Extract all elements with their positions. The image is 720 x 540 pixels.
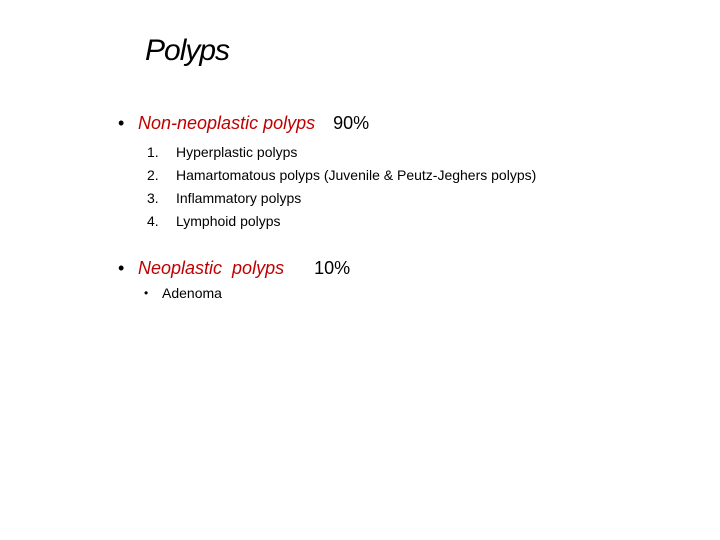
list-number: 4. [147, 212, 159, 229]
non-neoplastic-percent: 90% [333, 113, 370, 133]
non-neoplastic-list [147, 140, 536, 232]
bullet-icon: • [118, 113, 125, 133]
bullet-icon: • [118, 258, 125, 278]
list-item [147, 186, 536, 209]
sub-bullet-icon: • [144, 286, 149, 300]
list-item [147, 209, 536, 232]
list-text: Hamartomatous polyps (Juvenile & Peutz-Jeghers polyps) [176, 166, 537, 183]
list-item [147, 163, 536, 186]
list-number: 1. [147, 143, 159, 160]
non-neoplastic-heading [118, 114, 369, 132]
sub-bullet-adenoma [144, 285, 222, 301]
list-text: Lymphoid polyps [176, 212, 281, 229]
neoplastic-percent: 10% [314, 258, 351, 278]
sub-bullet-text: Adenoma [162, 285, 222, 301]
list-text: Inflammatory polyps [176, 189, 302, 206]
list-text: Hyperplastic polyps [176, 143, 298, 160]
slide-title: Polyps [145, 34, 230, 67]
list-item [147, 140, 536, 163]
neoplastic-label: Neoplastic polyps [138, 258, 285, 278]
neoplastic-heading [118, 259, 350, 277]
list-number: 2. [147, 166, 159, 183]
list-number: 3. [147, 189, 159, 206]
non-neoplastic-label: Non-neoplastic polyps [138, 113, 316, 133]
